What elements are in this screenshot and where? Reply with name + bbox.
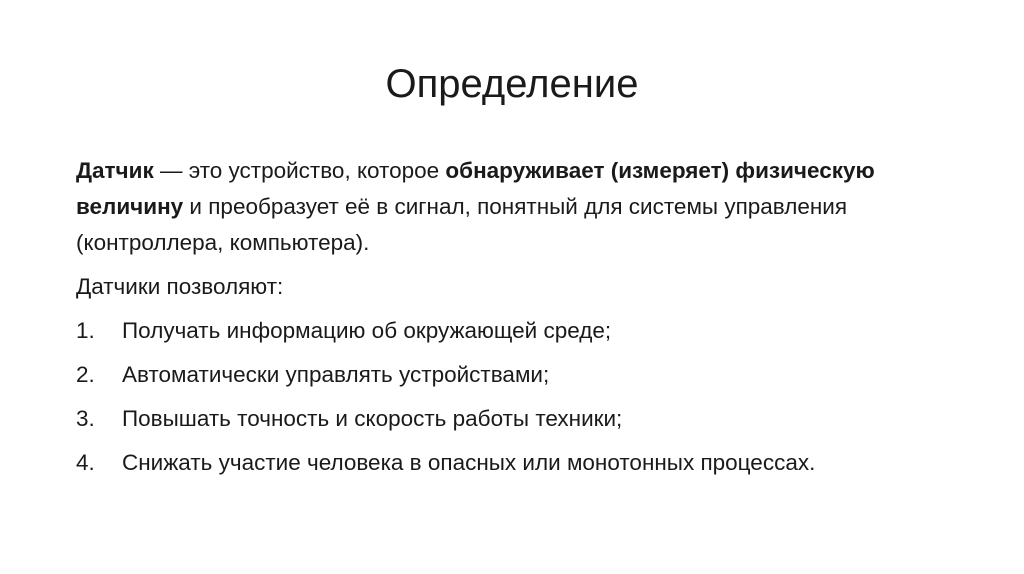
list-item — [76, 357, 936, 393]
benefits-list — [76, 313, 936, 481]
list-item-text: Автоматически управлять устройствами; — [122, 362, 550, 387]
slide-title: Определение — [385, 62, 639, 106]
list-item-number: 4. — [76, 450, 95, 475]
list-item-text: Получать информацию об окружающей среде; — [122, 318, 612, 343]
list-lead: Датчики позволяют: — [76, 274, 284, 299]
list-item — [76, 313, 936, 349]
definition-term: Датчик — [76, 158, 154, 183]
definition-bold-phrase: обнаруживает (измеряет) физическую величину — [76, 158, 875, 219]
definition-paragraph — [76, 153, 936, 261]
definition-text-1: — это устройство, которое — [153, 158, 446, 183]
list-item-number: 1. — [76, 318, 95, 343]
list-item-number: 2. — [76, 362, 95, 387]
list-item-number: 3. — [76, 406, 95, 431]
list-item-text: Повышать точность и скорость работы техники; — [122, 406, 623, 431]
list-item — [76, 401, 936, 437]
list-item-text: Снижать участие человека в опасных или монотонных процессах. — [122, 450, 816, 475]
list-item — [76, 445, 936, 481]
slide-body — [76, 153, 936, 489]
definition-text-2: и преобразует её в сигнал, понятный для системы управления (контроллера, компьютера). — [76, 194, 848, 255]
